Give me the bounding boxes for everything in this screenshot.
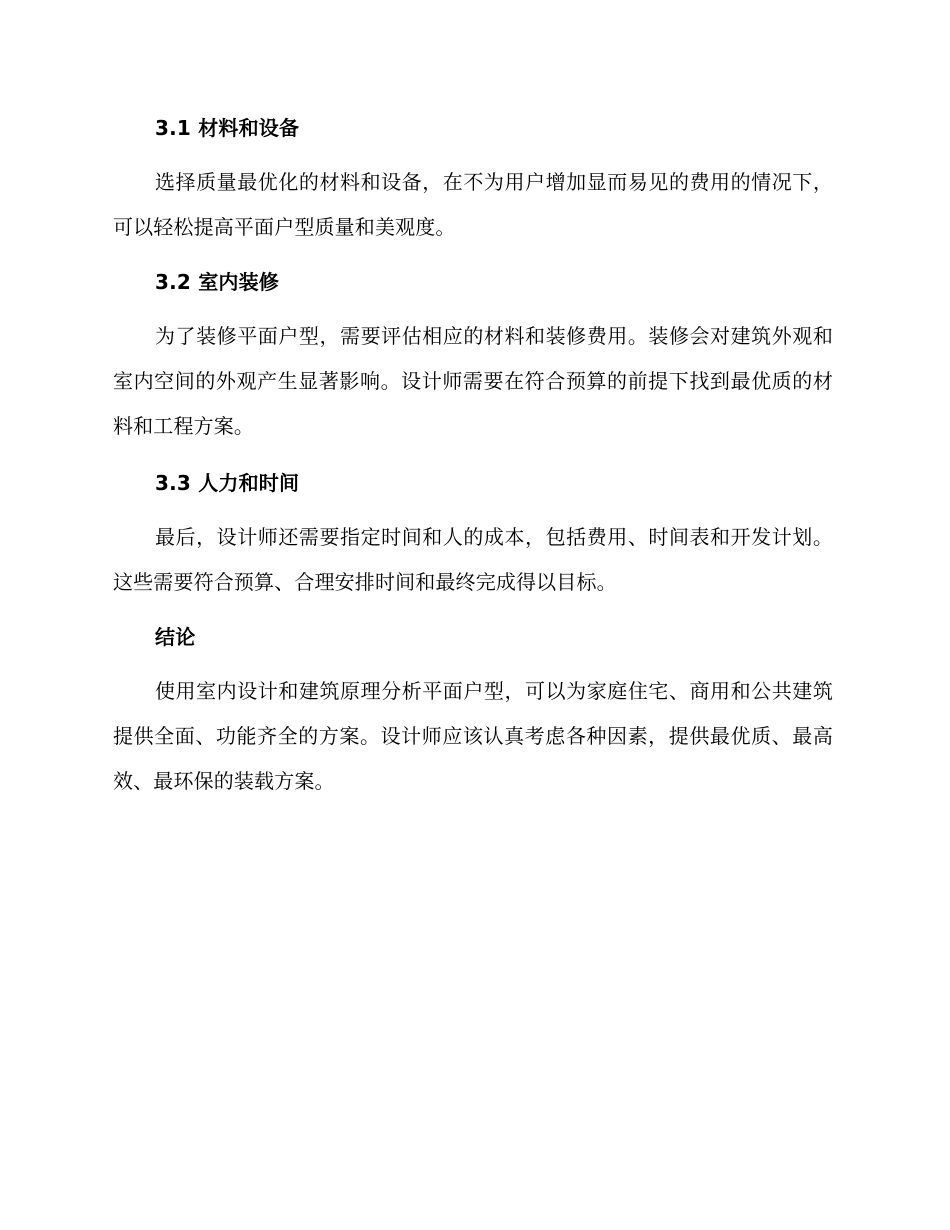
paragraph-materials-equipment: 选择质量最优化的材料和设备，在不为用户增加显而易见的费用的情况下，可以轻松提高平面户型质量和美观度。: [113, 170, 833, 239]
heading-labor-time: 3.3 人力和时间: [155, 471, 300, 495]
paragraph-conclusion: 使用室内设计和建筑原理分析平面户型，可以为家庭住宅、商用和公共建筑提供全面、功能齐全的方案。设计师应该认真考虑各种因素，提供最优质、最高效、最环保的装载方案。: [113, 679, 833, 793]
heading-conclusion: 结论: [155, 625, 196, 649]
document-page: [113, 110, 833, 821]
heading-interior-decoration: 3.2 室内装修: [155, 270, 279, 294]
paragraph-interior-decoration: 为了装修平面户型，需要评估相应的材料和装修费用。装修会对建筑外观和室内空间的外观产生显著影响。设计师需要在符合预算的前提下找到最优质的材料和工程方案。: [113, 324, 833, 438]
paragraph-labor-time: 最后，设计师还需要指定时间和人的成本，包括费用、时间表和开发计划。这些需要符合预算、合理安排时间和最终完成得以目标。: [113, 525, 833, 594]
heading-materials-equipment: 3.1 材料和设备: [155, 116, 300, 140]
